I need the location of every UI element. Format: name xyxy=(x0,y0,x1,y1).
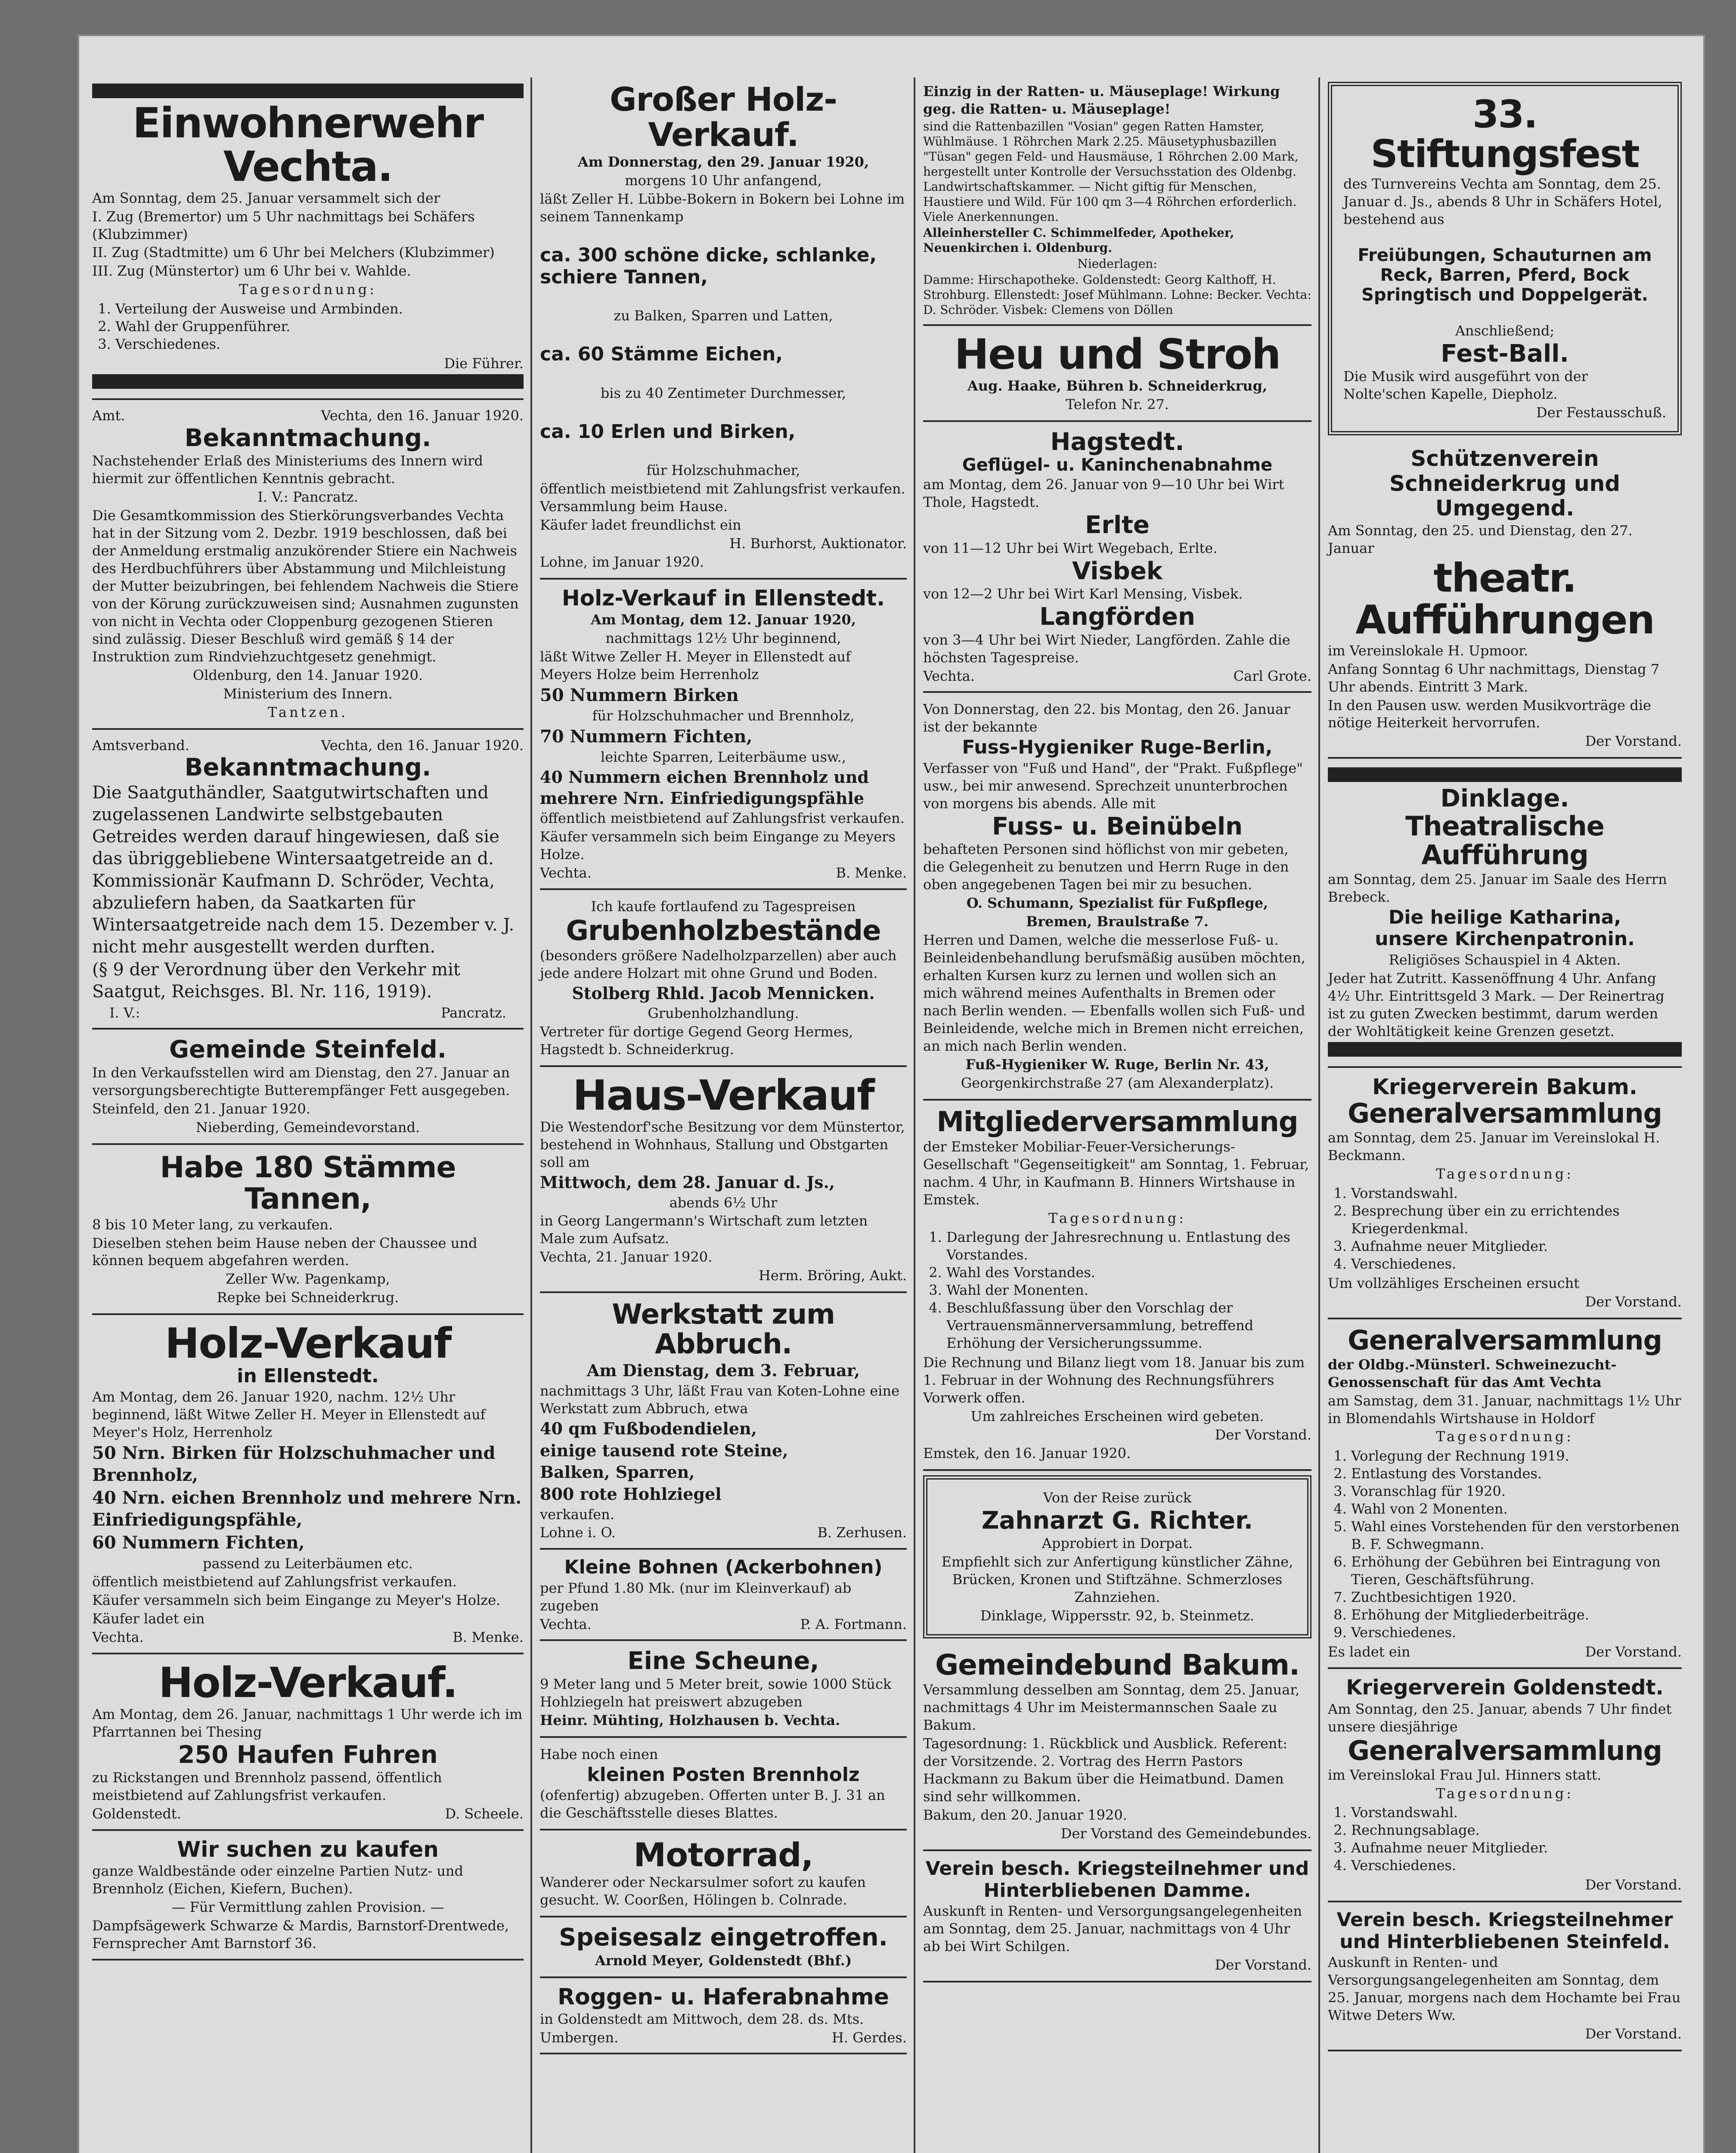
ad-heu-stroh: Heu und Stroh Aug. Haake, Bühren b. Schneiderkrug, Telefon Nr. 27. xyxy=(923,329,1311,422)
ad-bekanntmachung-1: Amt. Vechta, den 16. Januar 1920. Bekanntmachung. Nachstehender Erlaß des Ministeriums des Innern wird hiermit zur öffentlichen Kenntnis gebracht. I. V.: Pancratz. Die Gesamtkommission des Stierkörungsverbandes Vechta hat in der Sitzung vom 2. Dezbr. 1919 beschlossen, daß bei der Anmeldung erstmalig anzukörender Stiere ein Nachweis des Herdbuchführers über Abstammung und Milchleistung der Mutter beizubringen, bei fehlendem Nachweis die Stiere von der Körung zurückzuweisen sind; Ausnahmen zugunsten von nicht in Vechta oder Cloppenburg gezogenen Stieren sind zulässig. Dieser Beschluß wird gemäß § 14 der Instruktion zum Rindviehzuchtgesetz genehmigt. Oldenburg, den 14. Januar 1920. Ministerium des Innern. Tantzen. xyxy=(92,403,524,729)
ad-fuss-hygieniker: Von Donnerstag, den 22. bis Montag, den 26. Januar ist der bekannte Fuss-Hygieniker Ruge-Berlin, Verfasser von "Fuß und Hand", der "Prakt. Fußpflege" usw., bei mir anwesend. Sprechzeit ununterbrochen von morgens bis abends. Alle mit Fuss- u. Beinübeln behafteten Personen sind höflichst von mir gebeten, die Gelegenheit zu benutzen und Herrn Ruge in den oben angegebenen Tagen bei mir zu besuchen. O. Schumann, Spezialist für Fußpflege, Bremen, Braulstraße 7. Herren und Damen, welche die messerlose Fuß- u. Beinleidenbehandlung berufsmäßig ausüben möchten, erhalten Kursen kurz zu lernen und wollen sich an mich während meines Aufenthalts in Bremen oder nach Berlin wenden. — Ebenfalls wollen sich Fuß- und Beinleidende, welche mich in Bremen nicht erreichen, an mich nach Berlin wenden. Fuß-Hygieniker W. Ruge, Berlin Nr. 43, Georgenkirchstraße 27 (am Alexanderplatz). xyxy=(923,695,1311,1100)
ad-haus-verkauf: Haus-Verkauf Die Westendorf'sche Besitzung vor dem Münstertor, bestehend in Wohnhaus, Stallung und Obstgarten soll am Mittwoch, dem 28. Januar d. Js., abends 6½ Uhr in Georg Langermann's Wirtschaft zum letzten Male zum Aufsatz. Vechta, 21. Januar 1920. Herm. Bröring, Aukt. xyxy=(540,1070,907,1293)
column-2 xyxy=(534,78,913,2057)
ad-gemeindebund-bakum: Gemeindebund Bakum. Versammlung desselben am Sonntag, dem 25. Januar, nachmittags 4 Uhr im Meistermannschen Saale zu Bakum. Tagesordnung: 1. Rückblick und Ausblick. Referent: der Vorsitzende. 2. Vortrag des Herrn Pastors Hackmann zu Bakum über die Heimatbund. Damen sind sehr willkommen. Bakum, den 20. Januar 1920. Der Vorstand des Gemeindebundes. xyxy=(923,1645,1311,1851)
ad-mitgliederversammlung: Mitgliederversammlung der Emsteker Mobiliar-Feuer-Versicherungs-Gesellschaft "Gegenseitigkeit" am Sonntag, 1. Februar, nachm. 4 Uhr, in Kaufmann B. Hinners Wirtshause in Emstek. Tagesordnung: 1. Darlegung der Jahresrechnung u. Entlastung des Vorstandes. 2. Wahl des Vorstandes. 3. Wahl der Monenten. 4. Beschlußfassung über den Vorschlag der Vertrauensmännerversammlung, betreffend Erhöhung der Versicherungssumme. Die Rechnung und Bilanz liegt vom 18. Januar bis zum 1. Februar in der Wohnung des Rechnungsführers Vorwerk offen. Um zahlreiches Erscheinen wird gebeten. Der Vorstand. Emstek, den 16. Januar 1920. xyxy=(923,1103,1311,1471)
agenda-list: 1. Verteilung der Ausweise und Armbinden. 2. Wahl der Gruppenführer. 3. Verschiedenes. xyxy=(92,300,524,353)
ad-verein-damme: Verein besch. Kriegsteilnehmer und Hinterbliebenen Damme. Auskunft in Renten- und Versorgungsangelegenheiten am Sonntag, dem 25. Januar, nachmittags von 4 Uhr ab bei Wirt Schilgen. Der Vorstand. xyxy=(923,1854,1311,1982)
column-1 xyxy=(86,78,530,1963)
ad-verein-steinfeld: Verein besch. Kriegsteilnehmer und Hinterbliebenen Steinfeld. Auskunft in Renten- und Versorgungsangelegenheiten am Sonntag, dem 25. Januar, morgens nach dem Hochamte bei Frau Witwe Deters Ww. Der Vorstand. xyxy=(1328,1905,1682,2051)
decorative-bar xyxy=(1328,1042,1682,1057)
ad-title: Einwohnerwehr Vechta. xyxy=(132,99,484,191)
agenda-list: 1. Vorlegung der Rechnung 1919. 2. Entlastung des Vorstandes. 3. Voranschlag für 1920. 4. Wahl von 2 Monenten. 5. Wahl eines Vorstehenden für den verstorbenen B. F. Schwegmann. 6. Erhöhung der Gebühren bei Eintragung von Tieren, Geschäftsführung. 7. Zuchtbesichtigen 1920. 8. Erhöhung der Mitgliederbeiträge. 9. Verschiedenes. xyxy=(1328,1447,1682,1641)
ad-holzverkauf-ellenstedt: Holz-Verkauf in Ellenstedt. Am Montag, dem 26. Januar 1920, nachm. 12½ Uhr beginnend, läßt Witwe Zeller H. Meyer in Ellenstedt auf Meyer's Holz, Herrenholz 50 Nrn. Birken für Holzschuhmacher und Brennholz, 40 Nrn. eichen Brennholz und mehrere Nrn. Einfriedigungspfähle, 60 Nummern Fichten, passend zu Leiterbäumen etc. öffentlich meistbietend auf Zahlungsfrist verkaufen. Käufer versammeln sich beim Eingange zu Meyer's Holze. Käufer ladet ein Vechta. B. Menke. xyxy=(92,1318,524,1654)
ad-roggen: Roggen- u. Haferabnahme in Goldenstedt am Mittwoch, dem 28. ds. Mts. Umbergen. H. Gerdes. xyxy=(540,1981,907,2055)
ad-schuetzenverein: Schützenverein Schneiderkrug und Umgegend. Am Sonntag, den 25. und Dienstag, den 27. Januar theatr. Aufführungen im Vereinslokale H. Upmoor. Anfang Sonntag 6 Uhr nachmittags, Dienstag 7 Uhr abends. Eintritt 3 Mark. In den Pausen usw. werden Musikvorträge die nötige Heiterkeit hervorrufen. Der Vorstand. xyxy=(1328,442,1682,759)
ad-stiftungsfest: 33. Stiftungsfest des Turnvereins Vechta am Sonntag, dem 25. Januar d. Js., abends 8 Uhr in Schäfers Hotel, bestehend aus Freiübungen, Schauturnen am Reck, Barren, Pferd, Bock Springtisch und Doppelgerät. Anschließend; Fest-Ball. Die Musik wird ausgeführt von der Nolte'schen Kapelle, Diepholz. Der Festausschuß. xyxy=(1328,82,1682,435)
decorative-bar xyxy=(1328,767,1682,782)
ad-holzverkauf-goldenstedt: Holz-Verkauf. Am Montag, dem 26. Januar, nachmittags 1 Uhr werde ich im Pfarrtannen bei Thesing 250 Haufen Fuhren zu Rickstangen und Brennholz passend, öffentlich meistbietend auf Zahlungsfrist verkaufen. Goldenstedt. D. Scheele. xyxy=(92,1657,524,1831)
ad-brennholz: Habe noch einen kleinen Posten Brennholz (ofenfertig) abzugeben. Offerten unter B. J. 31 an die Geschäftsstelle dieses Blattes. xyxy=(540,1740,907,1830)
column-4 xyxy=(1322,78,1688,2054)
agenda-list: 1. Darlegung der Jahresrechnung u. Entlastung des Vorstandes. 2. Wahl des Vorstandes. 3. Wahl der Monenten. 4. Beschlußfassung über den Vorschlag der Vertrauensmännerversammlung, betreffend Erhöhung der Versicherungssumme. xyxy=(923,1229,1311,1352)
ad-kriegerverein-bakum: Kriegerverein Bakum. Generalversammlung am Sonntag, dem 25. Januar im Vereinslokal H. Beckmann. Tagesordnung: 1. Vorstandswahl. 2. Besprechung über ein zu errichtendes Kriegerdenkmal. 3. Aufnahme neuer Mitglieder. 4. Verschiedenes. Um vollzähliges Erscheinen ersucht Der Vorstand. xyxy=(1328,1070,1682,1319)
ad-bohnen: Kleine Bohnen (Ackerbohnen) per Pfund 1.80 Mk. (nur im Kleinverkauf) ab zugeben Vechta. P. A. Fortmann. xyxy=(540,1552,907,1641)
agenda-list: 1. Vorstandswahl. 2. Besprechung über ein zu errichtendes Kriegerdenkmal. 3. Aufnahme neuer Mitglieder. 4. Verschiedenes. xyxy=(1328,1185,1682,1273)
decorative-bar xyxy=(92,84,524,98)
column-rule xyxy=(914,78,915,2153)
column-rule xyxy=(1318,78,1320,2153)
ad-wir-suchen: Wir suchen zu kaufen ganze Waldbestände oder einzelne Partien Nutz- und Brennholz (Eichen, Kiefern, Buchen). — Für Vermittlung zahlen Provision. — Dampfsägewerk Schwarze & Mardis, Barnstorf-Drentwede, Fernsprecher Amt Barnstorf 36. xyxy=(92,1833,524,1961)
ad-speisesalz: Speisesalz eingetroffen. Arnold Meyer, Goldenstedt (Bhf.) xyxy=(540,1920,907,1978)
ad-dinklage: Dinklage. Theatralische Aufführung am Sonntag, dem 25. Januar im Saale des Herrn Brebeck. Die heilige Katharina, unsere Kirchenpatronin. Religiöses Schauspiel in 4 Akten. Jeder hat Zutritt. Kassenöffnung 4 Uhr. Anfang 4½ Uhr. Eintrittsgeld 3 Mark. — Der Reinertrag ist zu guten Zwecken bestimmt, darum werden der Wohltätigkeit keine Grenzen gesetzt. xyxy=(1328,761,1682,1067)
ad-scheune: Eine Scheune, 9 Meter lang und 5 Meter breit, sowie 1000 Stück Hohlziegeln hat preiswert abzugeben Heinr. Mühting, Holzhausen b. Vechta. xyxy=(540,1644,907,1737)
ad-holzverkauf-in-ellenstedt: Holz-Verkauf in Ellenstedt. Am Montag, dem 12. Januar 1920, nachmittags 12½ Uhr beginnend, läßt Witwe Zeller H. Meyer in Ellenstedt auf Meyers Holze beim Herrenholz 50 Nummern Birken für Holzschuhmacher und Brennholz, 70 Nummern Fichten, leichte Sparren, Leiterbäume usw., 40 Nummern eichen Brennholz und mehrere Nrn. Einfriedigungspfähle öffentlich meistbietend auf Zahlungsfrist verkaufen. Käufer versammeln sich beim Eingange zu Meyers Holze. Vechta. B. Menke. xyxy=(540,582,907,890)
ad-tannen: Habe 180 Stämme Tannen, 8 bis 10 Meter lang, zu verkaufen. Dieselben stehen beim Hause neben der Chaussee und können bequem abgefahren werden. Zeller Ww. Pagenkamp, Repke bei Schneiderkrug. xyxy=(92,1148,524,1315)
ad-zahnarzt: Von der Reise zurück Zahnarzt G. Richter. Approbiert in Dorpat. Empfiehlt sich zur Anfertigung künstlicher Zähne, Brücken, Kronen und Stiftzähne. Schmerzloses Zahnziehen. Dinklage, Wippersstr. 92, b. Steinmetz. xyxy=(923,1475,1311,1638)
ad-einwohnerwehr: Einwohnerwehr Vechta. Am Sonntag, dem 25. Januar versammelt sich der I. Zug (Bremertor) um 5 Uhr nachmittags bei Schäfers (Klubzimmer) II. Zug (Stadtmitte) um 6 Uhr bei Melchers (Klubzimmer) III. Zug (Münstertor) um 6 Uhr bei v. Wahlde. Tagesordnung: 1. Verteilung der Ausweise und Armbinden. 2. Wahl der Gruppenführer. 3. Verschiedenes. Die Führer. xyxy=(92,78,524,400)
ad-gemeinde-steinfeld: Gemeinde Steinfeld. In den Verkaufsstellen wird am Dienstag, den 27. Januar an versorgungsberechtigte Butterempfänger Fett ausgegeben. Steinfeld, den 21. Januar 1920. Nieberding, Gemeindevorstand. xyxy=(92,1032,524,1145)
decorative-bar xyxy=(92,374,524,389)
ad-bekanntmachung-2: Amtsverband. Vechta, den 16. Januar 1920. Bekanntmachung. Die Saatguthändler, Saatgutwirtschaften und zugelassenen Landwirte selbstgebauten Getreides werden darauf hingewiesen, daß sie das übriggebliebene Wintersaatgetreide an d. Kommissionär Kaufmann D. Schröder, Vechta, abzuliefern haben, da Saatkarten für Wintersaatgetreide nach dem 15. Dezember v. J. nicht mehr ausgestellt werden durften. (§ 9 der Verordnung über den Verkehr mit Saatgut, Reichsges. Bl. Nr. 116, 1919). I. V.: Pancratz. xyxy=(92,732,524,1030)
column-rule xyxy=(530,78,532,2153)
ad-schweinezucht: Generalversammlung der Oldbg.-Münsterl. Schweinezucht-Genossenschaft für das Amt Vechta am Samstag, dem 31. Januar, nachmittags 1½ Uhr in Blomendahls Wirtshause in Holdorf Tagesordnung: 1. Vorlegung der Rechnung 1919. 2. Entlastung des Vorstandes. 3. Voranschlag für 1920. 4. Wahl von 2 Monenten. 5. Wahl eines Vorstehenden für den verstorbenen B. F. Schwegmann. 6. Erhöhung der Gebühren bei Eintragung von Tieren, Geschäftsführung. 7. Zuchtbesichtigen 1920. 8. Erhöhung der Mitgliederbeiträge. 9. Verschiedenes. Es ladet ein Der Vorstand. xyxy=(1328,1322,1682,1669)
ad-kriegerverein-goldenstedt: Kriegerverein Goldenstedt. Am Sonntag, den 25. Januar, abends 7 Uhr findet unsere diesjährige Generalversammlung im Vereinslokal Frau Jul. Hinners statt. Tagesordnung: 1. Vorstandswahl. 2. Rechnungsablage. 3. Aufnahme neuer Mitglieder. 4. Verschiedenes. Der Vorstand. xyxy=(1328,1672,1682,1903)
ad-hagstedt: Hagstedt. Geflügel- u. Kaninchenabnahme am Montag, dem 26. Januar von 9—10 Uhr bei Wirt Thole, Hagstedt. Erlte von 11—12 Uhr bei Wirt Wegebach, Erlte. Visbek von 12—2 Uhr bei Wirt Karl Mensing, Visbek. Langförden von 3—4 Uhr bei Wirt Nieder, Langförden. Zahle die höchsten Tagespreise. Vechta. Carl Grote. xyxy=(923,425,1311,693)
ad-ratten: Einzig in der Ratten- u. Mäuseplage! Wirkung geg. die Ratten- u. Mäuseplage! sind die Rattenbazillen "Vosian" gegen Ratten Hamster, Wühlmäuse. 1 Röhrchen Mark 2.25. Mäusetyphusbazillen "Tüsan" gegen Feld- und Hausmäuse, 1 Röhrchen 2.00 Mark, hergestellt unter Kontrolle der Versuchsstation des Oldenbg. Landwirtschaftskammer. — Nicht giftig für Menschen, Haustiere und Wild. Für 100 qm 3—4 Röhrchen erforderlich. Viele Anerkennungen. Alleinhersteller C. Schimmelfeder, Apotheker, Neuenkirchen i. Oldenburg. Niederlagen: Damme: Hirschapotheke. Goldenstedt: Georg Kalthoff, H. Strohburg. Ellenstedt: Josef Mühlmann. Lohne: Becker. Vechta: D. Schröder. Visbek: Clemens von Döllen xyxy=(923,78,1311,326)
ad-werkstatt: Werkstatt zum Abbruch. Am Dienstag, dem 3. Februar, nachmittags 3 Uhr, läßt Frau van Koten-Lohne eine Werkstatt zum Abbruch, etwa 40 qm Fußbodendielen, einige tausend rote Steine, Balken, Sparren, 800 rote Hohlziegel verkaufen. Lohne i. O. B. Zerhusen. xyxy=(540,1296,907,1550)
ad-grubenholz: Ich kaufe fortlaufend zu Tagespreisen Grubenholzbestände (besonders größere Nadelholzparzellen) aber auch jede andere Holzart mit ohne Grund und Boden. Stolberg Rhld. Jacob Mennicken. Grubenholzhandlung. Vertreter für dortige Gegend Georg Hermes, Hagstedt b. Schneiderkrug. xyxy=(540,893,907,1067)
column-3 xyxy=(917,78,1318,1985)
ad-motorrad: Motorrad, Wanderer oder Neckarsulmer sofort zu kaufen gesucht. W. Coorßen, Hölingen b. Colnrade. xyxy=(540,1833,907,1917)
agenda-list: 1. Vorstandswahl. 2. Rechnungsablage. 3. Aufnahme neuer Mitglieder. 4. Verschiedenes. xyxy=(1328,1804,1682,1874)
ad-grosser-holzverkauf: Großer Holz-Verkauf. Am Donnerstag, den 29. Januar 1920, morgens 10 Uhr anfangend, läßt Zeller H. Lübbe-Bokern in Bokern bei Lohne im seinem Tannenkamp ca. 300 schöne dicke, schlanke, schiere Tannen, zu Balken, Sparren und Latten, ca. 60 Stämme Eichen, bis zu 40 Zentimeter Durchmesser, ca. 10 Erlen und Birken, für Holzschuhmacher, öffentlich meistbietend mit Zahlungsfrist verkaufen. Versammlung beim Hause. Käufer ladet freundlichst ein H. Burhorst, Auktionator. Lohne, im Januar 1920. xyxy=(540,78,907,580)
